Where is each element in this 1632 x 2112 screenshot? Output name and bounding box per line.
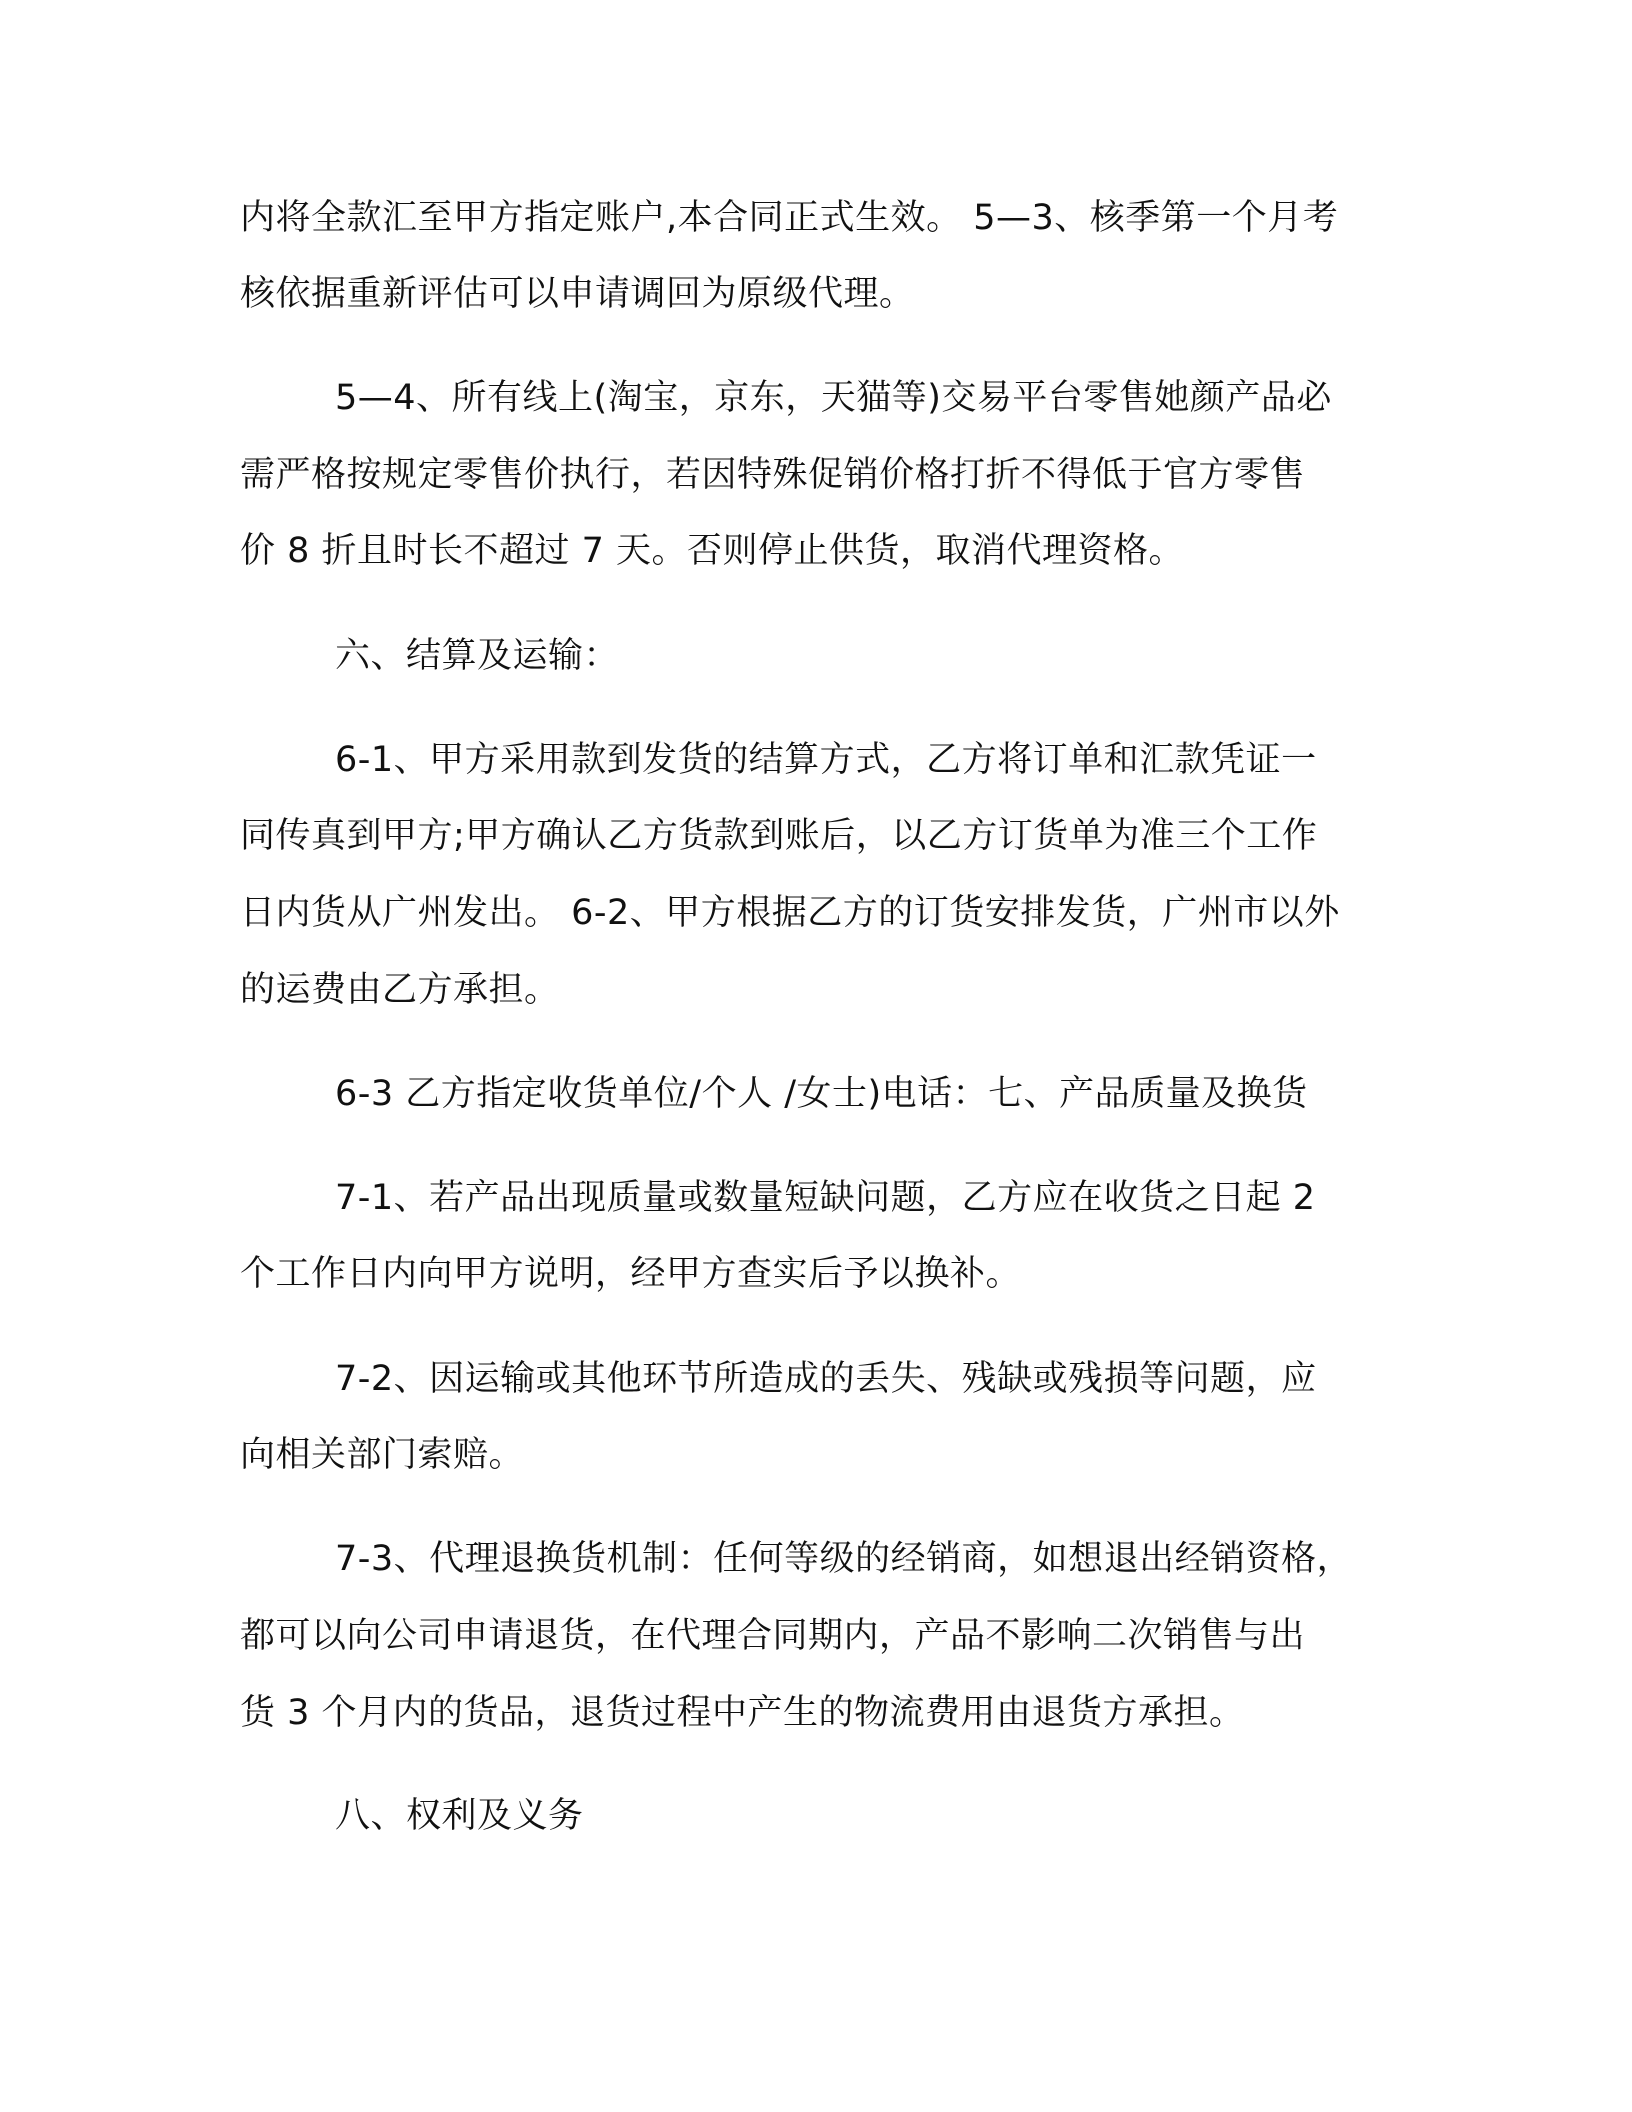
- text-line: 7-2、因运输或其他环节所造成的丢失、残缺或残损等问题，应: [335, 1359, 1317, 1399]
- text-line: 需严格按规定零售价执行，若因特殊促销价格打折不得低于官方零售: [240, 455, 1306, 495]
- text-line: 价 8 折且时长不超过 7 天。否则停止供货，取消代理资格。: [240, 531, 1185, 571]
- text-line: 内将全款汇至甲方指定账户,本合同正式生效。 5—3、核季第一个月考: [240, 198, 1339, 238]
- section-heading: 八、权利及义务: [335, 1796, 584, 1836]
- section-heading: 六、结算及运输：: [335, 636, 620, 676]
- text-line: 个工作日内向甲方说明，经甲方查实后予以换补。: [240, 1254, 1022, 1294]
- text-line: 核依据重新评估可以申请调回为原级代理。: [240, 274, 915, 314]
- text-line: 向相关部门索赔。: [240, 1435, 525, 1475]
- text-line: 5—4、所有线上(淘宝，京东，天猫等)交易平台零售她颜产品必: [335, 378, 1332, 418]
- text-line: 7-3、代理退换货机制：任何等级的经销商，如想退出经销资格，: [335, 1539, 1353, 1579]
- text-line: 同传真到甲方;甲方确认乙方货款到账后，以乙方订货单为准三个工作: [240, 816, 1318, 856]
- text-line: 6-3 乙方指定收货单位/个人 /女士)电话：七、产品质量及换货: [335, 1074, 1308, 1114]
- text-line: 7-1、若产品出现质量或数量短缺问题，乙方应在收货之日起 2: [335, 1178, 1316, 1218]
- text-line: 的运费由乙方承担。: [240, 970, 560, 1010]
- text-line: 货 3 个月内的货品，退货过程中产生的物流费用由退货方承担。: [240, 1693, 1245, 1733]
- text-line: 日内货从广州发出。 6-2、甲方根据乙方的订货安排发货，广州市以外: [240, 893, 1340, 933]
- text-line: 6-1、甲方采用款到发货的结算方式，乙方将订单和汇款凭证一: [335, 740, 1317, 780]
- text-line: 都可以向公司申请退货，在代理合同期内，产品不影响二次销售与出: [240, 1616, 1306, 1656]
